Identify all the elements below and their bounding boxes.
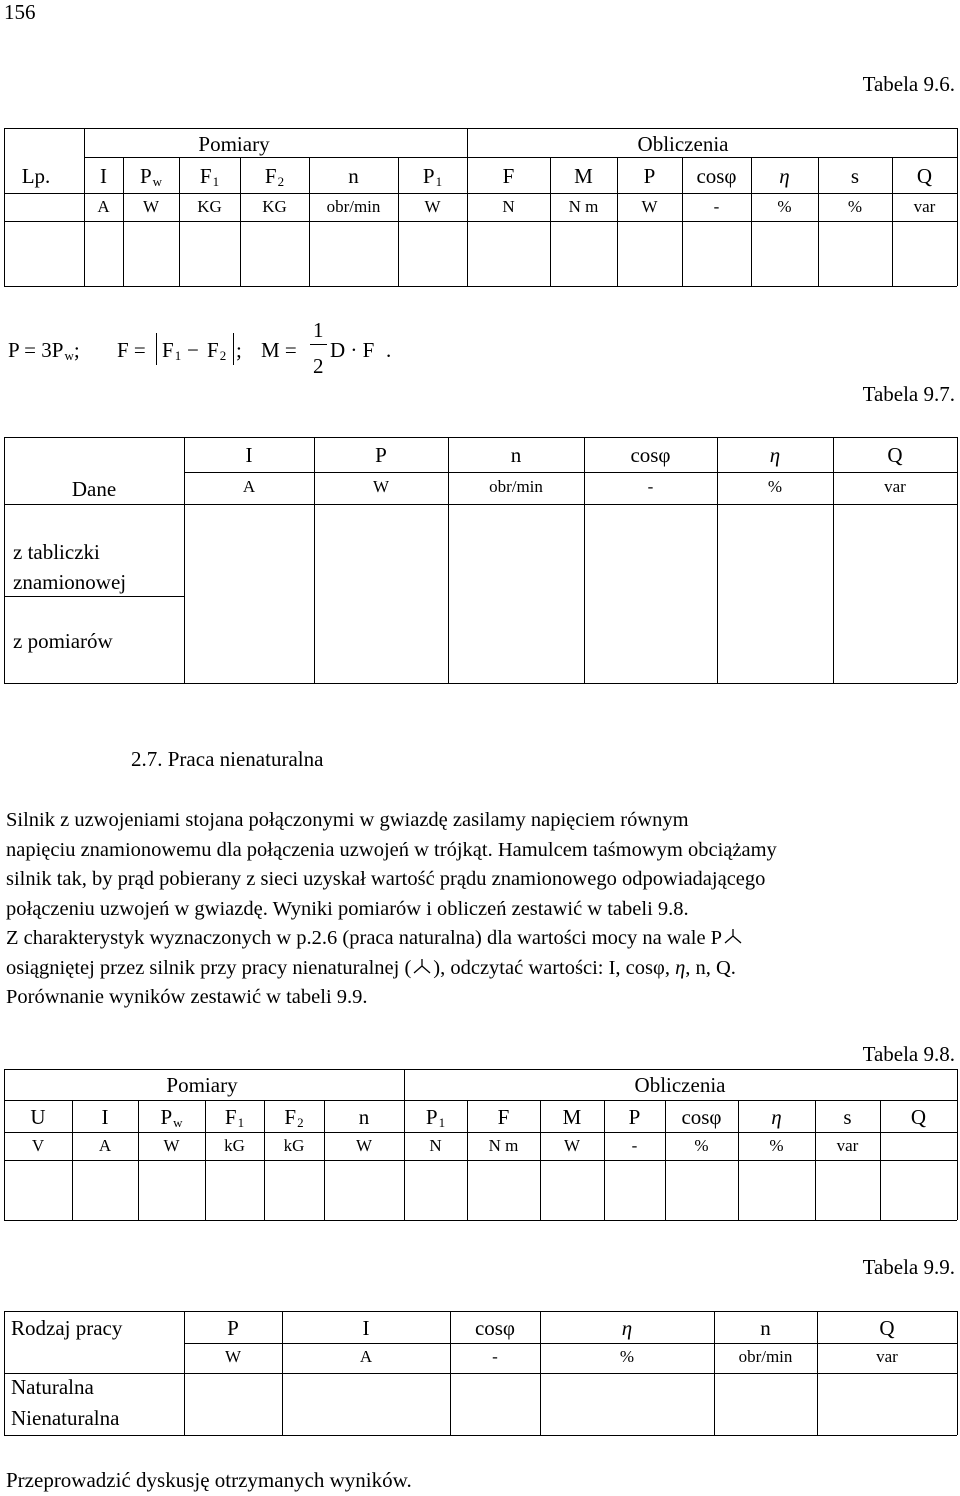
formula-force-f1: $F_1$ [162, 338, 182, 363]
t97-unit-5: var [884, 477, 906, 496]
t96-header-10: η [779, 164, 790, 188]
t96-unit-12: var [913, 197, 936, 216]
t98-header-6: $P_1$ [425, 1105, 446, 1130]
formula-moment-rhs: D · F [330, 338, 375, 362]
formula-minus: − [187, 338, 199, 362]
t98-header-2: $P_w$ [160, 1105, 183, 1130]
t98-header-4: $F_2$ [284, 1105, 304, 1130]
t96-lp-header: Lp. [21, 164, 51, 188]
t96-header-12: Q [916, 164, 933, 188]
formula-moment-lhs: M = [261, 338, 297, 362]
t97-row-nameplate-line1: z tabliczki [13, 540, 100, 564]
t97-unit-2: obr/min [489, 477, 543, 496]
t96-header-7: M [574, 164, 593, 188]
t99-unit-0: W [224, 1347, 242, 1366]
formula-power: $P = 3P_w$; [8, 338, 80, 363]
t96-header-11: s [850, 164, 860, 188]
t99-unit-2: - [492, 1347, 498, 1366]
t98-unit-1: A [98, 1136, 112, 1155]
t96-unit-6: N [502, 197, 515, 216]
t97-header-4: η [769, 443, 781, 467]
t99-row-unnatural: Nienaturalna [11, 1406, 120, 1430]
t99-header-5: Q [879, 1316, 895, 1340]
t99-header-2: cosφ [474, 1316, 516, 1340]
t96-unit-7: N m [568, 197, 599, 216]
t98-unit-7: N m [488, 1136, 519, 1155]
t98-unit-10: % [694, 1136, 709, 1155]
conclusion: Przeprowadzić dyskusję otrzymanych wyników. [6, 1468, 412, 1492]
t96-unit-9: - [713, 197, 720, 216]
t96-unit-1: W [142, 197, 160, 216]
t96-unit-5: W [424, 197, 441, 216]
formula-force-f2: $F_2$ [207, 338, 227, 363]
t96-unit-4: obr/min [326, 197, 381, 216]
formula-force-lhs: F = [117, 338, 146, 362]
t96-header-5: $P_1$ [422, 164, 443, 189]
t98-group-pomiary: Pomiary [166, 1073, 238, 1097]
t97-header-2: n [510, 443, 522, 467]
t97-header-1: P [375, 443, 387, 467]
t96-unit-2: KG [197, 197, 222, 216]
t98-unit-5: W [355, 1136, 373, 1155]
t96-unit-3: KG [262, 197, 287, 216]
t98-header-5: n [358, 1105, 370, 1129]
t98-header-7: F [497, 1105, 510, 1129]
t98-unit-11: % [769, 1136, 784, 1155]
t99-header-0: P [227, 1316, 239, 1340]
t96-unit-0: A [97, 197, 110, 216]
t97-header-5: Q [887, 443, 903, 467]
formula-sep: ; [236, 338, 242, 362]
t97-dane-header: Dane [71, 477, 117, 501]
t98-header-9: P [628, 1105, 641, 1129]
t96-header-4: n [348, 164, 359, 188]
t97-header-3: cosφ [630, 443, 671, 467]
page-number: 156 [4, 0, 36, 24]
t97-unit-0: A [242, 477, 256, 496]
section-paragraph: Silnik z uzwojeniami stojana połączonymi w gwiazdę zasilamy napięciem równym napięciu znamionowemu dla połączenia uzwojeń w trójkąt. Hamulcem taśmowym obciążamy silnik tak, by prąd pobierany z sieci uzyskał wartość prądu znamionowego odpowiadającego połączeniu uzwojeń w gwiazdę. Wyniki pomiarów i obliczeń zestawić w tabeli 9.8. Z charakterystyk wyznaczonych w p.2.6 (praca naturalna) dla wartości mocy na wale P osiągniętej przez silnik przy pracy nienaturalnej ( ), odczytać wartości: I, cosφ, η, n, Q. Porównanie wyników zestawić w tabeli 9.9. [6, 809, 777, 1008]
t96-group-pomiary: Pomiary [198, 132, 270, 156]
t96-header-0: I [100, 164, 107, 188]
t98-group-obliczenia: Obliczenia [634, 1073, 726, 1097]
t99-unit-1: A [359, 1347, 373, 1366]
t98-header-1: I [101, 1105, 109, 1129]
caption-table-9-6: Tabela 9.6. [862, 72, 955, 96]
t98-header-12: s [843, 1105, 852, 1129]
t98-unit-12: var [836, 1136, 859, 1155]
t99-col-work-type: Rodzaj pracy [11, 1316, 123, 1340]
t99-unit-3: % [619, 1347, 635, 1366]
t98-header-13: Q [910, 1105, 927, 1129]
formula-fraction-denominator: 2 [313, 354, 324, 378]
t99-unit-5: var [876, 1347, 898, 1366]
t97-unit-3: - [647, 477, 654, 496]
t99-header-3: η [621, 1316, 633, 1340]
t96-header-9: cosφ [696, 164, 737, 188]
t98-header-10: cosφ [681, 1105, 722, 1129]
t99-header-4: n [760, 1316, 771, 1340]
t97-row-nameplate-line2: znamionowej [13, 570, 127, 594]
t98-unit-6: N [429, 1136, 442, 1155]
t98-unit-0: V [31, 1136, 45, 1155]
t98-unit-3: kG [224, 1136, 245, 1155]
section-heading: 2.7. Praca nienaturalna [131, 747, 324, 771]
t99-unit-4: obr/min [738, 1347, 793, 1366]
t98-unit-2: W [163, 1136, 180, 1155]
t98-header-11: η [771, 1105, 782, 1129]
t97-unit-4: % [767, 477, 783, 496]
t98-unit-8: W [563, 1136, 581, 1155]
t96-header-8: P [643, 164, 656, 188]
caption-table-9-8: Tabela 9.8. [862, 1042, 955, 1066]
t97-row-measurements: z pomiarów [13, 629, 113, 653]
t96-header-1: $P_w$ [139, 164, 163, 189]
star-connection-icon [722, 926, 744, 946]
caption-table-9-9: Tabela 9.9. [862, 1255, 955, 1279]
t96-unit-11: % [847, 197, 863, 216]
t96-group-obliczenia: Obliczenia [637, 132, 729, 156]
star-connection-icon [411, 956, 433, 976]
t98-header-0: U [30, 1105, 46, 1129]
t98-header-8: M [562, 1105, 582, 1129]
t97-unit-1: W [372, 477, 390, 496]
t98-header-3: $F_1$ [224, 1105, 245, 1130]
t97-header-0: I [245, 443, 253, 467]
formula-end: . [386, 338, 392, 362]
t96-unit-10: % [777, 197, 792, 216]
t99-row-natural: Naturalna [11, 1375, 94, 1399]
t99-header-1: I [362, 1316, 370, 1340]
t98-unit-4: kG [283, 1136, 305, 1155]
t98-unit-9: - [631, 1136, 638, 1155]
t96-header-2: $F_1$ [199, 164, 220, 189]
t96-header-3: $F_2$ [264, 164, 285, 189]
t96-header-6: F [502, 164, 515, 188]
caption-table-9-7: Tabela 9.7. [862, 382, 955, 406]
formula-fraction-numerator: 1 [313, 318, 324, 342]
t96-unit-8: W [641, 197, 658, 216]
